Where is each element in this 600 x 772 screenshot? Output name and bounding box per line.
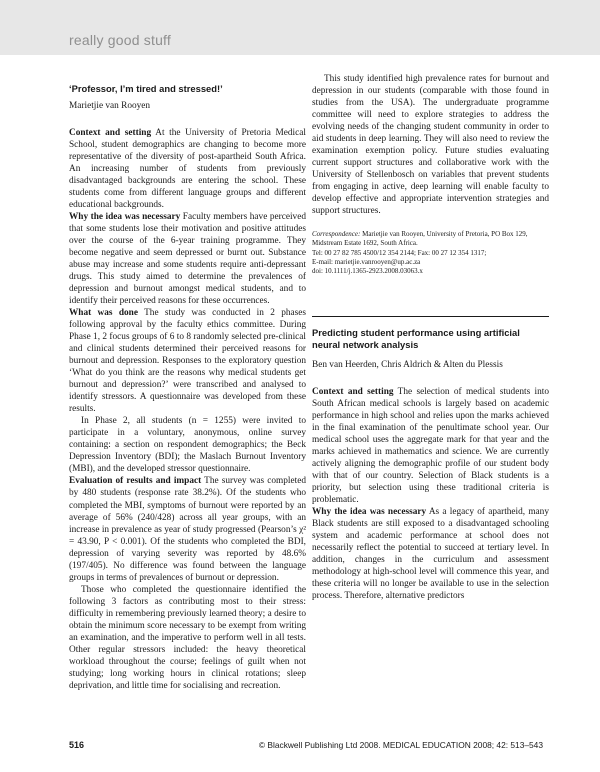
article2-authors: Ben van Heerden, Chris Aldrich & Alten du Plessis (312, 360, 503, 371)
article2-context-paragraph (312, 386, 549, 506)
article1-why-text: Faculty members have perceived that some students lose their motivation and positive attitudes over the course of the 6-year training programme. They become negative and seem depressed or burnt out. Substance abuse may increase and some students require anti-depressant drugs. This study aimed to determine the prevalences of depression and burnout amongst medical students, and to identify their perceived reasons for these occurrences. (69, 212, 306, 307)
correspondence-address: Marietjie van Rooyen, University of Pretoria, PO Box 129, Midstream Estate 1692, South Africa. (312, 230, 528, 248)
article1-why-heading: Why the idea was necessary (69, 212, 181, 223)
article1-eval-text: The survey was completed by 480 students (response rate 38.2%). Of the students who completed the MBI, symptoms of burnout were reported by an average of 56% (240/428) across all year groups, with an increase in prevalence as year of study progressed (Pearson’s χ² = 43.90, P < 0.001). Of the students who completed the BDI, depression of varying severity was reported by 48.6% (197/405). No difference was found between the language groups in terms of prevalences of burnout or depression. (69, 476, 306, 583)
article1-what-paragraph (69, 307, 306, 415)
article2-why-paragraph (312, 506, 549, 602)
right-column (312, 73, 549, 603)
footer-citation: © Blackwell Publishing Ltd 2008. MEDICAL EDUCATION 2008; 42: 513–543 (258, 740, 543, 750)
correspondence-label: Correspondence: (312, 230, 361, 239)
article2-why-text: As a legacy of apartheid, many Black students are still exposed to a disadvantaged schooling system and academic performance at school does not necessarily reflect the potential to succeed at tertiary level. In addition, changes in the curriculum and assessment methodology at high-school level will commence this year, and these criteria will no longer be available to use in the selection process. Therefore, alternative predictors (312, 507, 549, 602)
article1-context-heading: Context and setting (69, 128, 152, 139)
correspondence-email: E-mail: marietjie.vanrooyen@up.ac.za (312, 257, 421, 266)
left-column (69, 73, 306, 692)
correspondence-phone: Tel: 00 27 82 785 4500/12 354 2144; Fax: 00 27 12 354 1317; (312, 248, 487, 257)
article2-title: Predicting student performance using artificial neural network analysis (312, 327, 520, 351)
article1-what-heading: What was done (69, 308, 138, 319)
article-divider (312, 316, 549, 317)
article1-context-text: At the University of Pretoria Medical School, student demographics are changing to become more representative of the diversity of post-apartheid South Africa. An increasing number of students from previously disadvantaged backgrounds are entering the school. These students come from different language groups and different educational backgrounds. (69, 128, 306, 211)
correspondence-block (312, 230, 549, 276)
article1-eval-heading: Evaluation of results and impact (69, 476, 202, 487)
article1-conclusion-paragraph: This study identified high prevalence rates for burnout and depression in our students (comparable with those found in studies from the USA). The undergraduate programme committee will need to explore strategies to address the evolving needs of the changing student community in order to aid students in deep learning. They will also need to review the examination exemption policy. Future studies evaluating current support structures and collaborative work with the University of Stellenbosch on variables that prevent students from engaging in active, deep learning will enable faculty to develop effective and appropriate intervention strategies and support structures. (312, 74, 549, 217)
section-title: really good stuff (69, 32, 171, 48)
article1-context-paragraph (69, 127, 306, 211)
article1-phase2-paragraph: In Phase 2, all students (n = 1255) were invited to participate in a voluntary, anonymous, online survey containing: a section on respondent demographics; the Beck Depression Inventory (BDI); the Maslach Burnout Inventory (MBI), and the developed stressor questionnaire. (69, 416, 306, 475)
article2-context-heading: Context and setting (312, 387, 394, 398)
section-banner (0, 0, 600, 55)
article1-title: ‘Professor, I’m tired and stressed!’ (69, 83, 223, 94)
article1-eval-paragraph (69, 475, 306, 583)
article2-why-heading: Why the idea was necessary (312, 507, 427, 518)
correspondence-doi: doi: 10.1111/j.1365-2923.2008.03063.x (312, 267, 423, 275)
article1-questionnaire-paragraph: Those who completed the questionnaire identified the following 3 factors as contributing most to their stress: difficulty in remembering previously learned theory; a desire to obtain the minimum score necessary to be exempt from writing an examination, and the imperative to perform well in all tests. Other regular stressors included: the heavy theoretical workload throughout the course; feelings of guilt when not studying; long working hours in clinical rotations; sleep deprivation, and little time for socialising and recreation. (69, 584, 306, 691)
article1-what-text: The study was conducted in 2 phases following approval by the faculty ethics committee. During Phase 1, 2 focus groups of 6 to 8 randomly selected pre-clinical and clinical students determined their perceived reasons for burnout and depression. Responses to the exploratory question ‘What do you think are the reasons why medical students get burnout and depression?’ were transcribed and analysed to identify stressors. A questionnaire was developed from these results. (69, 308, 306, 415)
page-number: 516 (69, 740, 85, 750)
article1-author: Marietjie van Rooyen (69, 101, 151, 111)
article1-why-paragraph (69, 211, 306, 307)
article2-context-text: The selection of medical students into South African medical schools is largely based on academic performance in high school and relies upon the marks achieved in the final examination of the penultimate school year. Our medical school uses the aggregate mark for that year and the marks achieved in mathematics and science. We are currently actively aligning the demographic profile of our student body with that of our country. Selection of Black students is a priority, but selection using these traditional criteria is problematic. (312, 387, 549, 506)
